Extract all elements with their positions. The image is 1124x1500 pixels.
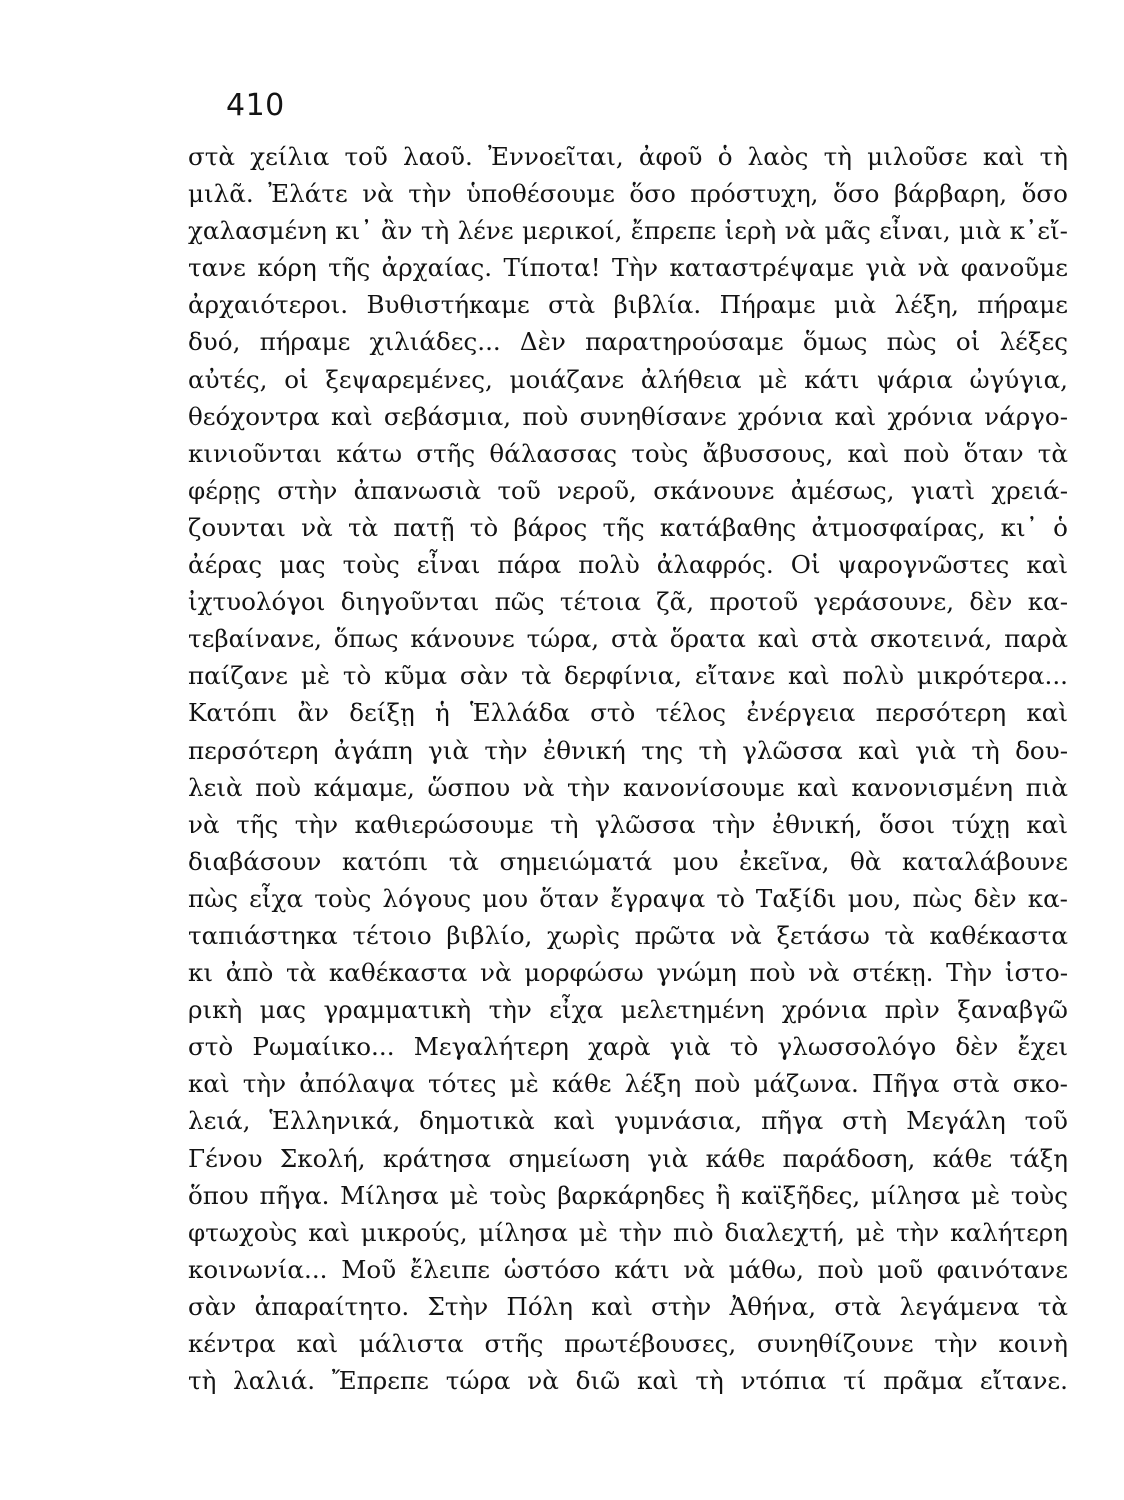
text-line: στὸ Ρωμαίικο... Μεγαλήτερη χαρὰ γιὰ τὸ γλωσσολόγο δὲν ἔχει <box>188 1032 1068 1062</box>
text-line: ὅπου πῆγα. Μίλησα μὲ τοὺς βαρκάρηδες ἢ καϊξῆδες, μίλησα μὲ τοὺς <box>188 1180 1068 1210</box>
text-line: ἀρχαιότεροι. Βυθιστήκαμε στὰ βιβλία. Πήραμε μιὰ λέξη, πήραμε <box>188 290 1068 320</box>
text-line: κοινωνία... Μοῦ ἔλειπε ὡστόσο κάτι νὰ μάθω, ποὺ μοῦ φαινότανε <box>188 1254 1068 1284</box>
text-line: Γένου Σκολή, κράτησα σημείωση γιὰ κάθε παράδοση, κάθε τάξη <box>188 1143 1068 1173</box>
text-line: τὴ λαλιά. Ἔπρεπε τώρα νὰ διῶ καὶ τὴ ντόπια τί πρᾶμα εἴτανε. <box>188 1366 1068 1396</box>
text-line: χαλασμένη κι᾿ ἂν τὴ λένε μερικοί, ἔπρεπε ἱερὴ νὰ μᾶς εἶναι, μιὰ κ᾿εἴ- <box>188 216 1068 246</box>
text-line: λειά, Ἑλληνικά, δημοτικὰ καὶ γυμνάσια, πῆγα στὴ Μεγάλη τοῦ <box>188 1106 1068 1136</box>
text-line: μιλᾶ. Ἐλάτε νὰ τὴν ὑποθέσουμε ὅσο πρόστυχη, ὅσο βάρβαρη, ὅσο <box>188 179 1068 209</box>
text-line: νὰ τῆς τὴν καθιερώσουμε τὴ γλῶσσα τὴν ἐθνική, ὅσοι τύχῃ καὶ <box>188 809 1068 839</box>
text-line: ἰχτυολόγοι διηγοῦνται πῶς τέτοια ζᾶ, προτοῦ γεράσουνε, δὲν κα- <box>188 587 1068 617</box>
text-line: ζουνται νὰ τὰ πατῇ τὸ βάρος τῆς κατάβαθης ἀτμοσφαίρας, κι᾿ ὁ <box>188 512 1068 542</box>
text-line: διαβάσουν κατόπι τὰ σημειώματά μου ἐκεῖνα, θὰ καταλάβουνε <box>188 846 1068 876</box>
text-line: πὼς εἶχα τοὺς λόγους μου ὅταν ἔγραψα τὸ Ταξίδι μου, πὼς δὲν κα- <box>188 883 1068 913</box>
text-line: ρικὴ μας γραμματικὴ τὴν εἶχα μελετημένη χρόνια πρὶν ξαναβγῶ <box>188 995 1068 1025</box>
text-line: φέρῃς στὴν ἀπανωσιὰ τοῦ νεροῦ, σκάνουνε ἀμέσως, γιατὶ χρειά- <box>188 475 1068 505</box>
page-number: 410 <box>226 88 285 123</box>
text-line: θεόχοντρα καὶ σεβάσμια, ποὺ συνηθίσανε χρόνια καὶ χρόνια νάργο- <box>188 401 1068 431</box>
body-text <box>188 138 1068 1399</box>
text-line: σὰν ἀπαραίτητο. Στὴν Πόλη καὶ στὴν Ἀθήνα, στὰ λεγάμενα τὰ <box>188 1291 1068 1321</box>
text-line: αὐτές, οἱ ξεψαρεμένες, μοιάζανε ἀλήθεια μὲ κάτι ψάρια ὠγύγια, <box>188 364 1068 394</box>
text-line: δυό, πήραμε χιλιάδες... Δὲν παρατηρούσαμε ὅμως πὼς οἱ λέξες <box>188 327 1068 357</box>
text-line: κι ἀπὸ τὰ καθέκαστα νὰ μορφώσω γνώμη ποὺ νὰ στέκῃ. Τὴν ἱστο- <box>188 958 1068 988</box>
text-line: παίζανε μὲ τὸ κῦμα σὰν τὰ δερφίνια, εἴτανε καὶ πολὺ μικρότερα... <box>188 661 1068 691</box>
text-line: λειὰ ποὺ κάμαμε, ὥσπου νὰ τὴν κανονίσουμε καὶ κανονισμένη πιὰ <box>188 772 1068 802</box>
text-line: ἀέρας μας τοὺς εἶναι πάρα πολὺ ἀλαφρός. Οἱ ψαρογνῶστες καὶ <box>188 550 1068 580</box>
text-line: τεβαίνανε, ὅπως κάνουνε τώρα, στὰ ὅρατα καὶ στὰ σκοτεινά, παρὰ <box>188 624 1068 654</box>
text-line: κέντρα καὶ μάλιστα στῆς πρωτέβουσες, συνηθίζουνε τὴν κοινὴ <box>188 1329 1068 1358</box>
text-line: τανε κόρη τῆς ἀρχαίας. Τίποτα! Τὴν καταστρέψαμε γιὰ νὰ φανοῦμε <box>188 253 1068 283</box>
text-line: στὰ χείλια τοῦ λαοῦ. Ἐννοεῖται, ἀφοῦ ὁ λαὸς τὴ μιλοῦσε καὶ τὴ <box>188 142 1068 171</box>
text-line: καὶ τὴν ἀπόλαψα τότες μὲ κάθε λέξη ποὺ μάζωνα. Πῆγα στὰ σκο- <box>188 1069 1068 1099</box>
text-line: φτωχοὺς καὶ μικρούς, μίλησα μὲ τὴν πιὸ διαλεχτή, μὲ τὴν καλήτερη <box>188 1217 1068 1247</box>
text-line: κινιοῦνται κάτω στῆς θάλασσας τοὺς ἄβυσσους, καὶ ποὺ ὅταν τὰ <box>188 438 1068 468</box>
text-line: περσότερη ἀγάπη γιὰ τὴν ἐθνική της τὴ γλῶσσα καὶ γιὰ τὴ δου- <box>188 735 1068 765</box>
text-line: ταπιάστηκα τέτοιο βιβλίο, χωρὶς πρῶτα νὰ ξετάσω τὰ καθέκαστα <box>188 920 1068 950</box>
text-line: Κατόπι ἂν δείξῃ ἡ Ἑλλάδα στὸ τέλος ἐνέργεια περσότερη καὶ <box>188 698 1068 728</box>
